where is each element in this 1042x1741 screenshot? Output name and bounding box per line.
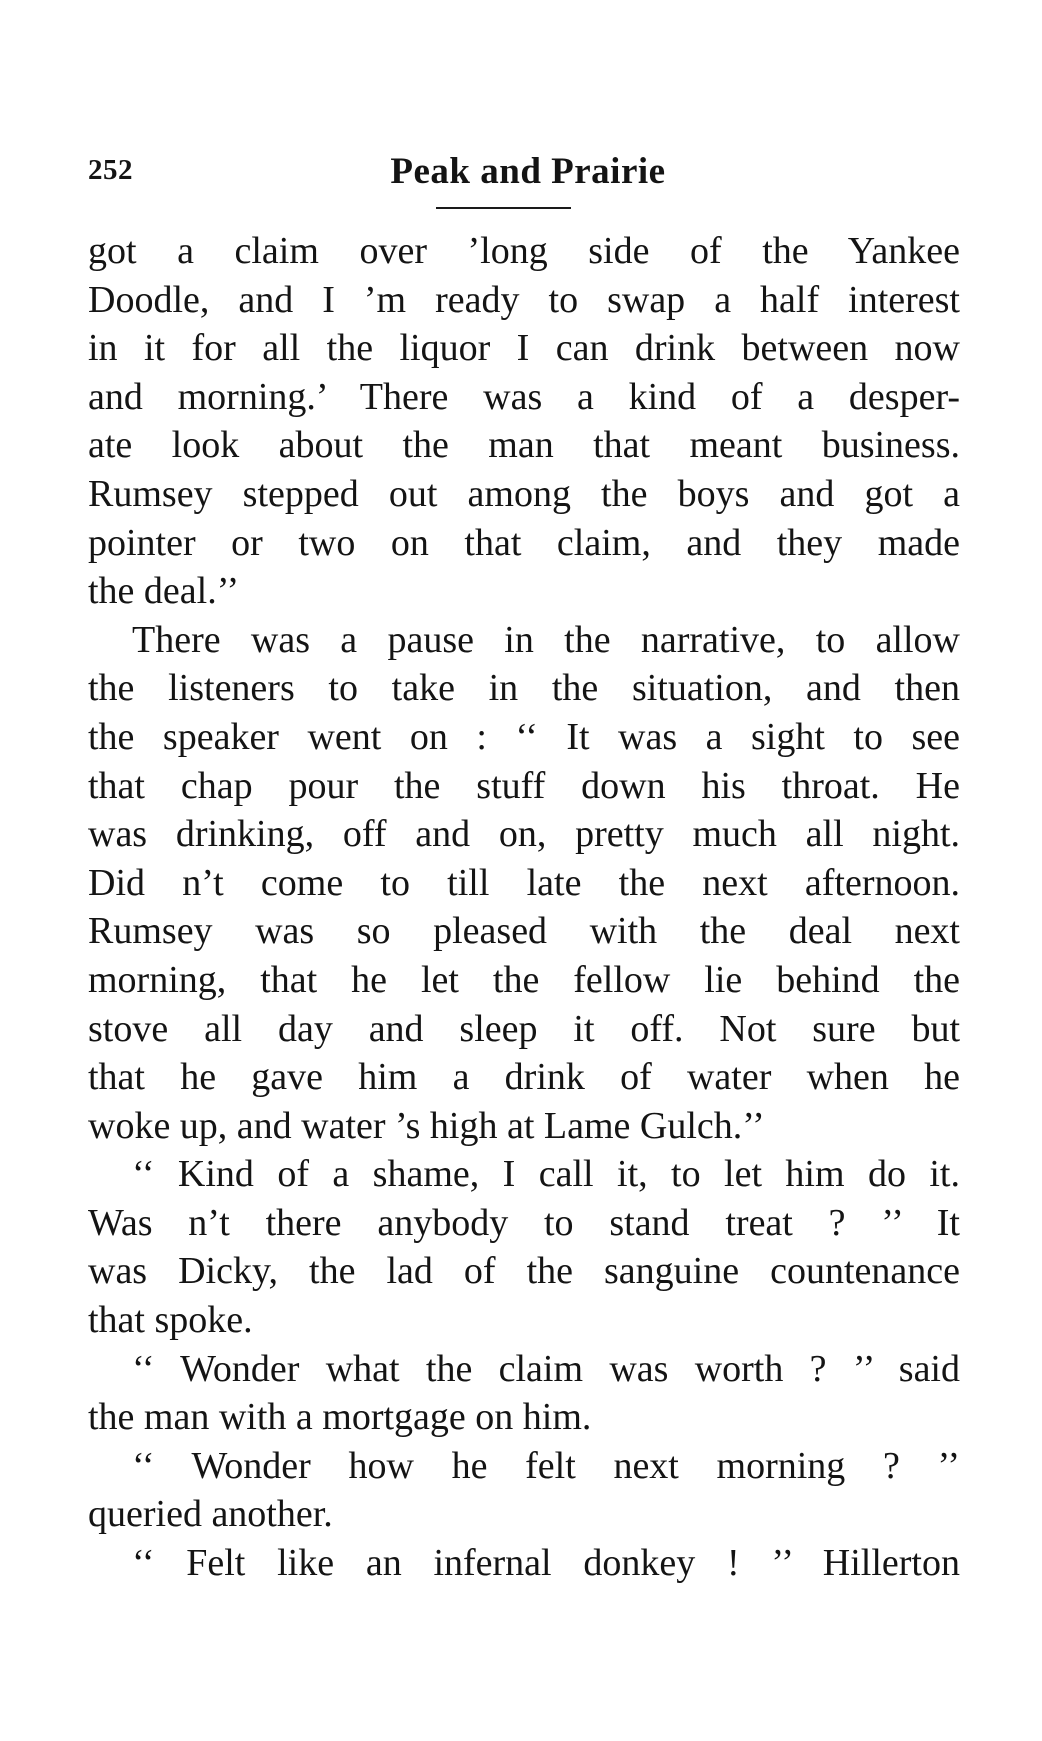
body-text — [88, 227, 960, 1588]
text-line: that he gave him a drink of water when he — [88, 1056, 960, 1099]
text-line: that spoke. — [88, 1299, 253, 1342]
page-header — [88, 150, 960, 200]
text-line: the deal.’’ — [88, 570, 240, 613]
text-line: ate look about the man that meant business. — [88, 424, 960, 467]
text-line: morning, that he let the fellow lie behind the — [88, 958, 960, 1001]
header-rule — [436, 207, 571, 209]
text-line: got a claim over ’long side of the Yankee — [88, 230, 960, 272]
text-line: woke up, and water ’s high at Lame Gulch.’’ — [88, 1104, 765, 1147]
text-line: ‘‘ Wonder how he felt next morning ? ’’ — [132, 1444, 960, 1487]
text-line: ‘‘ Wonder what the claim was worth ? ’’ said — [132, 1347, 960, 1390]
text-line: the listeners to take in the situation, and then — [88, 667, 960, 710]
text-line: stove all day and sleep it off. Not sure but — [88, 1007, 960, 1050]
text-line: queried another. — [88, 1493, 333, 1536]
text-line: was drinking, off and on, pretty much all night. — [88, 813, 960, 856]
text-line: the man with a mortgage on him. — [88, 1396, 592, 1439]
text-line: was Dicky, the lad of the sanguine countenance — [88, 1250, 960, 1293]
text-line: in it for all the liquor I can drink between now — [88, 327, 960, 370]
text-line: There was a pause in the narrative, to allow — [132, 618, 960, 661]
text-line: pointer or two on that claim, and they made — [88, 521, 960, 564]
text-line: that chap pour the stuff down his throat. He — [88, 764, 960, 807]
text-line: Did n’t come to till late the next afternoon. — [88, 861, 960, 904]
text-line: Rumsey stepped out among the boys and got a — [88, 472, 960, 515]
text-line: the speaker went on : ‘‘ It was a sight to see — [88, 715, 960, 758]
page-number: 252 — [88, 154, 133, 186]
running-head-title: Peak and Prairie — [390, 151, 666, 192]
text-line: Rumsey was so pleased with the deal next — [88, 910, 960, 953]
text-line: Was n’t there anybody to stand treat ? ’’ It — [88, 1201, 960, 1244]
text-line: Doodle, and I ’m ready to swap a half interest — [88, 278, 960, 321]
text-line: and morning.’ There was a kind of a desper- — [88, 375, 960, 418]
text-line: ‘‘ Felt like an infernal donkey ! ’’ Hillerton — [132, 1542, 960, 1585]
text-line: ‘‘ Kind of a shame, I call it, to let him do it. — [132, 1153, 960, 1196]
